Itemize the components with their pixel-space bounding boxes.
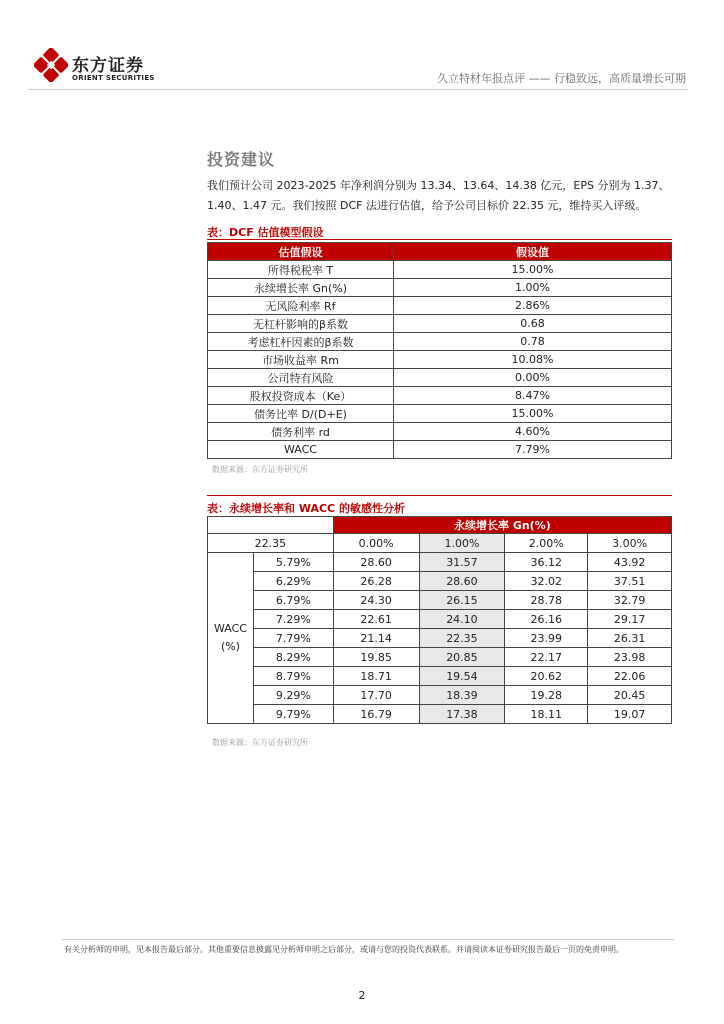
logo-text-cn: 东方证券 [72, 56, 144, 76]
wacc-value: 8.29% [253, 648, 333, 667]
wacc-value: 9.29% [253, 686, 333, 705]
price-cell: 17.70 [333, 686, 419, 705]
price-cell: 19.28 [505, 686, 588, 705]
section-title: 投资建议 [207, 150, 276, 169]
assumption-value: 7.79% [394, 441, 672, 459]
wacc-value: 8.79% [253, 667, 333, 686]
table-row [208, 591, 672, 610]
price-cell: 28.60 [333, 553, 419, 572]
assumption-value: 0.78 [394, 333, 672, 351]
header-blank [208, 517, 334, 534]
assumption-name: 债务利率 rd [208, 423, 394, 441]
table-row [208, 297, 672, 315]
wacc-label-line: WACC [213, 622, 247, 635]
price-cell: 20.62 [505, 667, 588, 686]
table1-source: 数据来源：东方证券研究所 [212, 465, 308, 474]
wacc-value: 9.79% [253, 705, 333, 724]
price-cell: 24.10 [419, 610, 505, 629]
price-cell: 19.85 [333, 648, 419, 667]
footer-disclaimer: 有关分析师的申明，见本报告最后部分。其他重要信息披露见分析师申明之后部分，或请与您的投资代表联系。并请阅读本证券研究报告最后一页的免责申明。 [64, 945, 624, 954]
price-cell: 24.30 [333, 591, 419, 610]
table-row [208, 705, 672, 724]
price-cell: 29.17 [588, 610, 672, 629]
table-row [208, 648, 672, 667]
gn-value: 0.00% [333, 534, 419, 553]
price-cell: 22.06 [588, 667, 672, 686]
price-cell: 26.31 [588, 629, 672, 648]
table-row [208, 351, 672, 369]
table-row [208, 629, 672, 648]
assumption-value: 10.08% [394, 351, 672, 369]
table2-caption-topline [207, 495, 672, 496]
footer-divider [62, 939, 674, 940]
price-cell: 23.99 [505, 629, 588, 648]
table-row [208, 553, 672, 572]
assumption-value: 4.60% [394, 423, 672, 441]
price-cell: 20.45 [588, 686, 672, 705]
assumption-name: WACC [208, 441, 394, 459]
dcf-assumption-table [207, 242, 672, 459]
price-cell: 22.17 [505, 648, 588, 667]
table-header-row [208, 243, 672, 261]
table-row [208, 387, 672, 405]
gn-value: 1.00% [419, 534, 505, 553]
table-row [208, 315, 672, 333]
assumption-value: 2.86% [394, 297, 672, 315]
price-cell: 26.15 [419, 591, 505, 610]
table1-caption-line [207, 239, 672, 240]
table-row [208, 333, 672, 351]
price-cell: 17.38 [419, 705, 505, 724]
table-row [208, 441, 672, 459]
price-cell: 32.79 [588, 591, 672, 610]
assumption-name: 永续增长率 Gn(%) [208, 279, 394, 297]
price-cell: 28.60 [419, 572, 505, 591]
page-number: 2 [358, 989, 366, 1002]
table-row [208, 369, 672, 387]
price-cell: 20.85 [419, 648, 505, 667]
table-header-row [208, 517, 672, 534]
price-cell: 26.16 [505, 610, 588, 629]
assumption-name: 债务比率 D/(D+E) [208, 405, 394, 423]
price-cell: 21.14 [333, 629, 419, 648]
table-row [208, 423, 672, 441]
orient-logo-icon [34, 48, 68, 82]
assumption-name: 公司特有风险 [208, 369, 394, 387]
price-cell: 22.35 [419, 629, 505, 648]
wacc-label-line: (%) [220, 640, 240, 653]
header-divider [28, 89, 688, 90]
assumption-name: 所得税税率 T [208, 261, 394, 279]
price-cell: 19.07 [588, 705, 672, 724]
price-cell: 22.61 [333, 610, 419, 629]
price-cell: 26.28 [333, 572, 419, 591]
logo-text-en: ORIENT SECURITIES [72, 74, 155, 82]
assumption-name: 无杠杆影响的β系数 [208, 315, 394, 333]
wacc-value: 6.79% [253, 591, 333, 610]
corner-target-price: 22.35 [208, 534, 334, 553]
gn-value: 2.00% [505, 534, 588, 553]
header-assumption: 估值假设 [208, 243, 394, 261]
assumption-value: 8.47% [394, 387, 672, 405]
table-row [208, 610, 672, 629]
table2-source: 数据来源：东方证券研究所 [212, 738, 308, 747]
assumption-name: 股权投资成本（Ke） [208, 387, 394, 405]
gn-value: 3.00% [588, 534, 672, 553]
table-row [208, 667, 672, 686]
wacc-value: 6.29% [253, 572, 333, 591]
table2-caption: 表：永续增长率和 WACC 的敏感性分析 [207, 502, 405, 515]
assumption-value: 15.00% [394, 261, 672, 279]
table1-caption: 表：DCF 估值模型假设 [207, 226, 324, 239]
report-header [0, 0, 724, 95]
assumption-name: 市场收益率 Rm [208, 351, 394, 369]
header-gn: 永续增长率 Gn(%) [333, 517, 671, 534]
header-value: 假设值 [394, 243, 672, 261]
assumption-value: 0.00% [394, 369, 672, 387]
assumption-name: 无风险利率 Rf [208, 297, 394, 315]
price-cell: 16.79 [333, 705, 419, 724]
price-cell: 37.51 [588, 572, 672, 591]
table-row [208, 405, 672, 423]
investment-paragraph: 我们预计公司 2023-2025 年净利润分别为 13.34、13.64、14.38 亿元，EPS 分别为 1.37、1.40、1.47 元。我们按照 DCF 法进行估值，给予公司目标价 22.35 元，维持买入评级。 [207, 179, 670, 212]
assumption-value: 15.00% [394, 405, 672, 423]
wacc-value: 7.79% [253, 629, 333, 648]
sensitivity-table [207, 516, 672, 724]
wacc-value: 7.29% [253, 610, 333, 629]
price-cell: 32.02 [505, 572, 588, 591]
assumption-name: 考虑杠杆因素的β系数 [208, 333, 394, 351]
assumption-value: 0.68 [394, 315, 672, 333]
price-cell: 36.12 [505, 553, 588, 572]
price-cell: 28.78 [505, 591, 588, 610]
report-title: 久立特材年报点评 —— 行稳致远，高质量增长可期 [437, 72, 686, 85]
table-row [208, 572, 672, 591]
price-cell: 23.98 [588, 648, 672, 667]
assumption-value: 1.00% [394, 279, 672, 297]
price-cell: 18.71 [333, 667, 419, 686]
price-cell: 43.92 [588, 553, 672, 572]
price-cell: 18.39 [419, 686, 505, 705]
wacc-value: 5.79% [253, 553, 333, 572]
price-cell: 19.54 [419, 667, 505, 686]
table-row [208, 261, 672, 279]
table-row [208, 279, 672, 297]
price-cell: 31.57 [419, 553, 505, 572]
price-cell: 18.11 [505, 705, 588, 724]
gn-values-row [208, 534, 672, 553]
wacc-row-label [208, 553, 254, 724]
table-row [208, 686, 672, 705]
